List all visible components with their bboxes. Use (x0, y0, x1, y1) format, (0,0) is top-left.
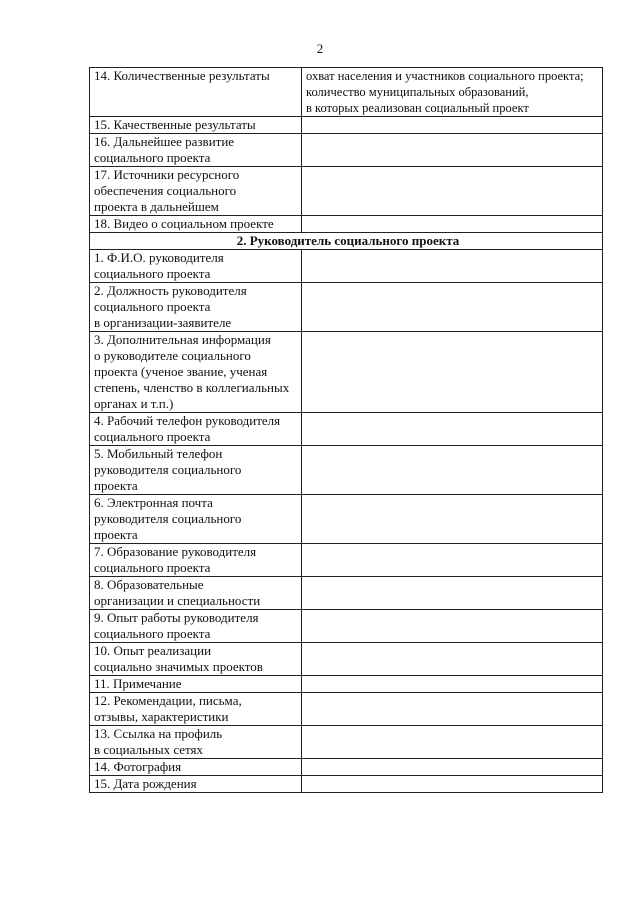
row-label-cell (90, 283, 302, 332)
table-row (90, 759, 603, 776)
table-row (90, 332, 603, 413)
row-label-cell (90, 167, 302, 216)
row-label-cell (90, 216, 302, 233)
table-row (90, 134, 603, 167)
row-label: 12. Рекомендации, письма, отзывы, характеристики (94, 693, 242, 724)
row-value-cell (302, 413, 603, 446)
row-label: 11. Примечание (94, 676, 182, 691)
row-value-cell (302, 250, 603, 283)
row-value-cell (302, 776, 603, 793)
row-label: 2. Должность руководителя социального проекта в организации-заявителе (94, 283, 247, 330)
row-label: 1. Ф.И.О. руководителя социального проекта (94, 250, 224, 281)
row-label-cell (90, 577, 302, 610)
row-label-cell (90, 776, 302, 793)
row-label-cell (90, 495, 302, 544)
row-label: 5. Мобильный телефон руководителя социального проекта (94, 446, 242, 493)
row-label-cell (90, 446, 302, 495)
row-label-cell (90, 117, 302, 134)
row-label-cell (90, 693, 302, 726)
table-row (90, 413, 603, 446)
row-value-cell (302, 759, 603, 776)
row-value-cell (302, 544, 603, 577)
section-heading: 2. Руководитель социального проекта (90, 233, 603, 250)
row-label-cell (90, 68, 302, 117)
row-label-cell (90, 250, 302, 283)
row-label: 3. Дополнительная информация о руководителе социального проекта (ученое звание, ученая степень, членство в коллегиальных органах и т.п.) (94, 332, 290, 411)
row-label: 7. Образование руководителя социального проекта (94, 544, 257, 575)
row-value-cell (302, 117, 603, 134)
row-label: 15. Качественные результаты (94, 117, 256, 132)
row-label-cell (90, 676, 302, 693)
table-row (90, 446, 603, 495)
row-value-cell (302, 693, 603, 726)
row-value-cell (302, 68, 603, 117)
row-value-cell (302, 610, 603, 643)
row-value-cell (302, 643, 603, 676)
row-value-cell (302, 332, 603, 413)
row-value-cell (302, 676, 603, 693)
table-row (90, 693, 603, 726)
table-row (90, 250, 603, 283)
row-label-cell (90, 726, 302, 759)
row-label-cell (90, 544, 302, 577)
row-value-cell (302, 495, 603, 544)
row-label: 17. Источники ресурсного обеспечения социального проекта в дальнейшем (94, 167, 240, 214)
row-label: 15. Дата рождения (94, 776, 197, 791)
row-value-cell (302, 726, 603, 759)
row-label-cell (90, 134, 302, 167)
row-label-cell (90, 759, 302, 776)
table-row (90, 167, 603, 216)
table-row (90, 776, 603, 793)
row-label: 14. Количественные результаты (94, 68, 270, 83)
row-value-cell (302, 446, 603, 495)
row-value-cell (302, 167, 603, 216)
table-row (90, 610, 603, 643)
table-row (90, 68, 603, 117)
application-form-table (89, 67, 603, 793)
row-value: охват населения и участников социального проекта; количество муниципальных образований, в которых реализован социальный проект (306, 69, 584, 115)
table-row (90, 495, 603, 544)
table-row (90, 117, 603, 134)
row-label: 14. Фотография (94, 759, 182, 774)
table-row (90, 676, 603, 693)
row-value-cell (302, 216, 603, 233)
row-label: 6. Электронная почта руководителя социального проекта (94, 495, 242, 542)
row-label-cell (90, 610, 302, 643)
row-label: 18. Видео о социальном проекте (94, 216, 274, 231)
row-label: 4. Рабочий телефон руководителя социального проекта (94, 413, 281, 444)
row-label-cell (90, 643, 302, 676)
row-value-cell (302, 283, 603, 332)
page-number: 2 (316, 41, 324, 56)
row-label: 10. Опыт реализации социально значимых проектов (94, 643, 263, 674)
row-label-cell (90, 413, 302, 446)
table-row (90, 216, 603, 233)
table-row (90, 643, 603, 676)
row-label: 13. Ссылка на профиль в социальных сетях (94, 726, 223, 757)
section-row (90, 233, 603, 250)
table-row (90, 283, 603, 332)
row-label: 9. Опыт работы руководителя социального проекта (94, 610, 259, 641)
table-row (90, 726, 603, 759)
row-value-cell (302, 577, 603, 610)
row-label: 8. Образовательные организации и специальности (94, 577, 261, 608)
table-row (90, 544, 603, 577)
row-value-cell (302, 134, 603, 167)
row-label: 16. Дальнейшее развитие социального проекта (94, 134, 235, 165)
row-label-cell (90, 332, 302, 413)
table-row (90, 577, 603, 610)
